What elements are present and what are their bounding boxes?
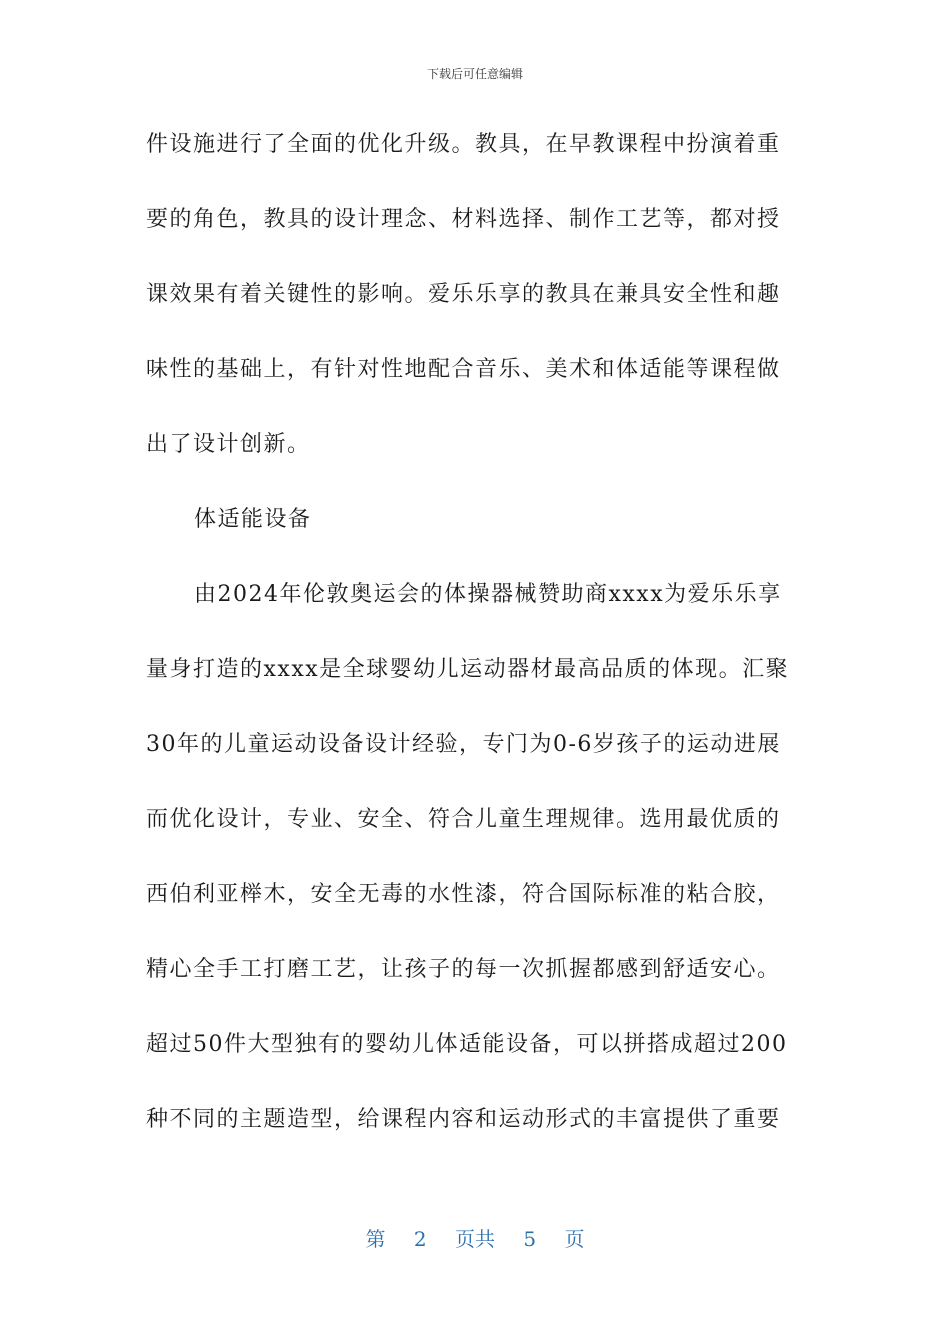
paragraph-line: 味性的基础上，有针对性地配合音乐、美术和体适能等课程做 [146,357,781,382]
paragraph-line: 种不同的主题造型，给课程内容和运动形式的丰富提供了重要 [146,1107,781,1132]
page-prefix: 第 [365,1227,386,1251]
page-header: 下载后可任意编辑 [426,67,523,81]
page-current: 2 [413,1227,427,1251]
paragraph-line: 精心全手工打磨工艺，让孩子的每一次抓握都感到舒适安心。 [146,957,781,982]
paragraph-line: 要的角色，教具的设计理念、材料选择、制作工艺等，都对授 [146,207,781,232]
paragraph-line: 出了设计创新。 [146,432,311,457]
paragraph-line: 课效果有着关键性的影响。爱乐乐享的教具在兼具安全性和趣 [146,282,781,307]
page-middle: 页共 [455,1227,495,1251]
page-number-footer [0,1226,950,1252]
page-total: 5 [523,1227,537,1251]
paragraph-line: 量身打造的xxxx是全球婴幼儿运动器材最高品质的体现。汇聚 [146,657,790,682]
paragraph-line: 而优化设计，专业、安全、符合儿童生理规律。选用最优质的 [146,807,781,832]
paragraph-line: 件设施进行了全面的优化升级。教具，在早教课程中扮演着重 [146,132,781,157]
section-heading: 体适能设备 [194,507,312,532]
paragraph-line: 30年的儿童运动设备设计经验，专门为0-6岁孩子的运动进展 [146,732,781,757]
paragraph-line: 由2024年伦敦奥运会的体操器械赞助商xxxx为爱乐乐享 [194,582,782,607]
page-suffix: 页 [564,1227,585,1251]
paragraph-line: 超过50件大型独有的婴幼儿体适能设备，可以拼搭成超过200 [146,1032,788,1057]
paragraph-line: 西伯利亚榉木，安全无毒的水性漆，符合国际标准的粘合胶， [146,882,781,907]
